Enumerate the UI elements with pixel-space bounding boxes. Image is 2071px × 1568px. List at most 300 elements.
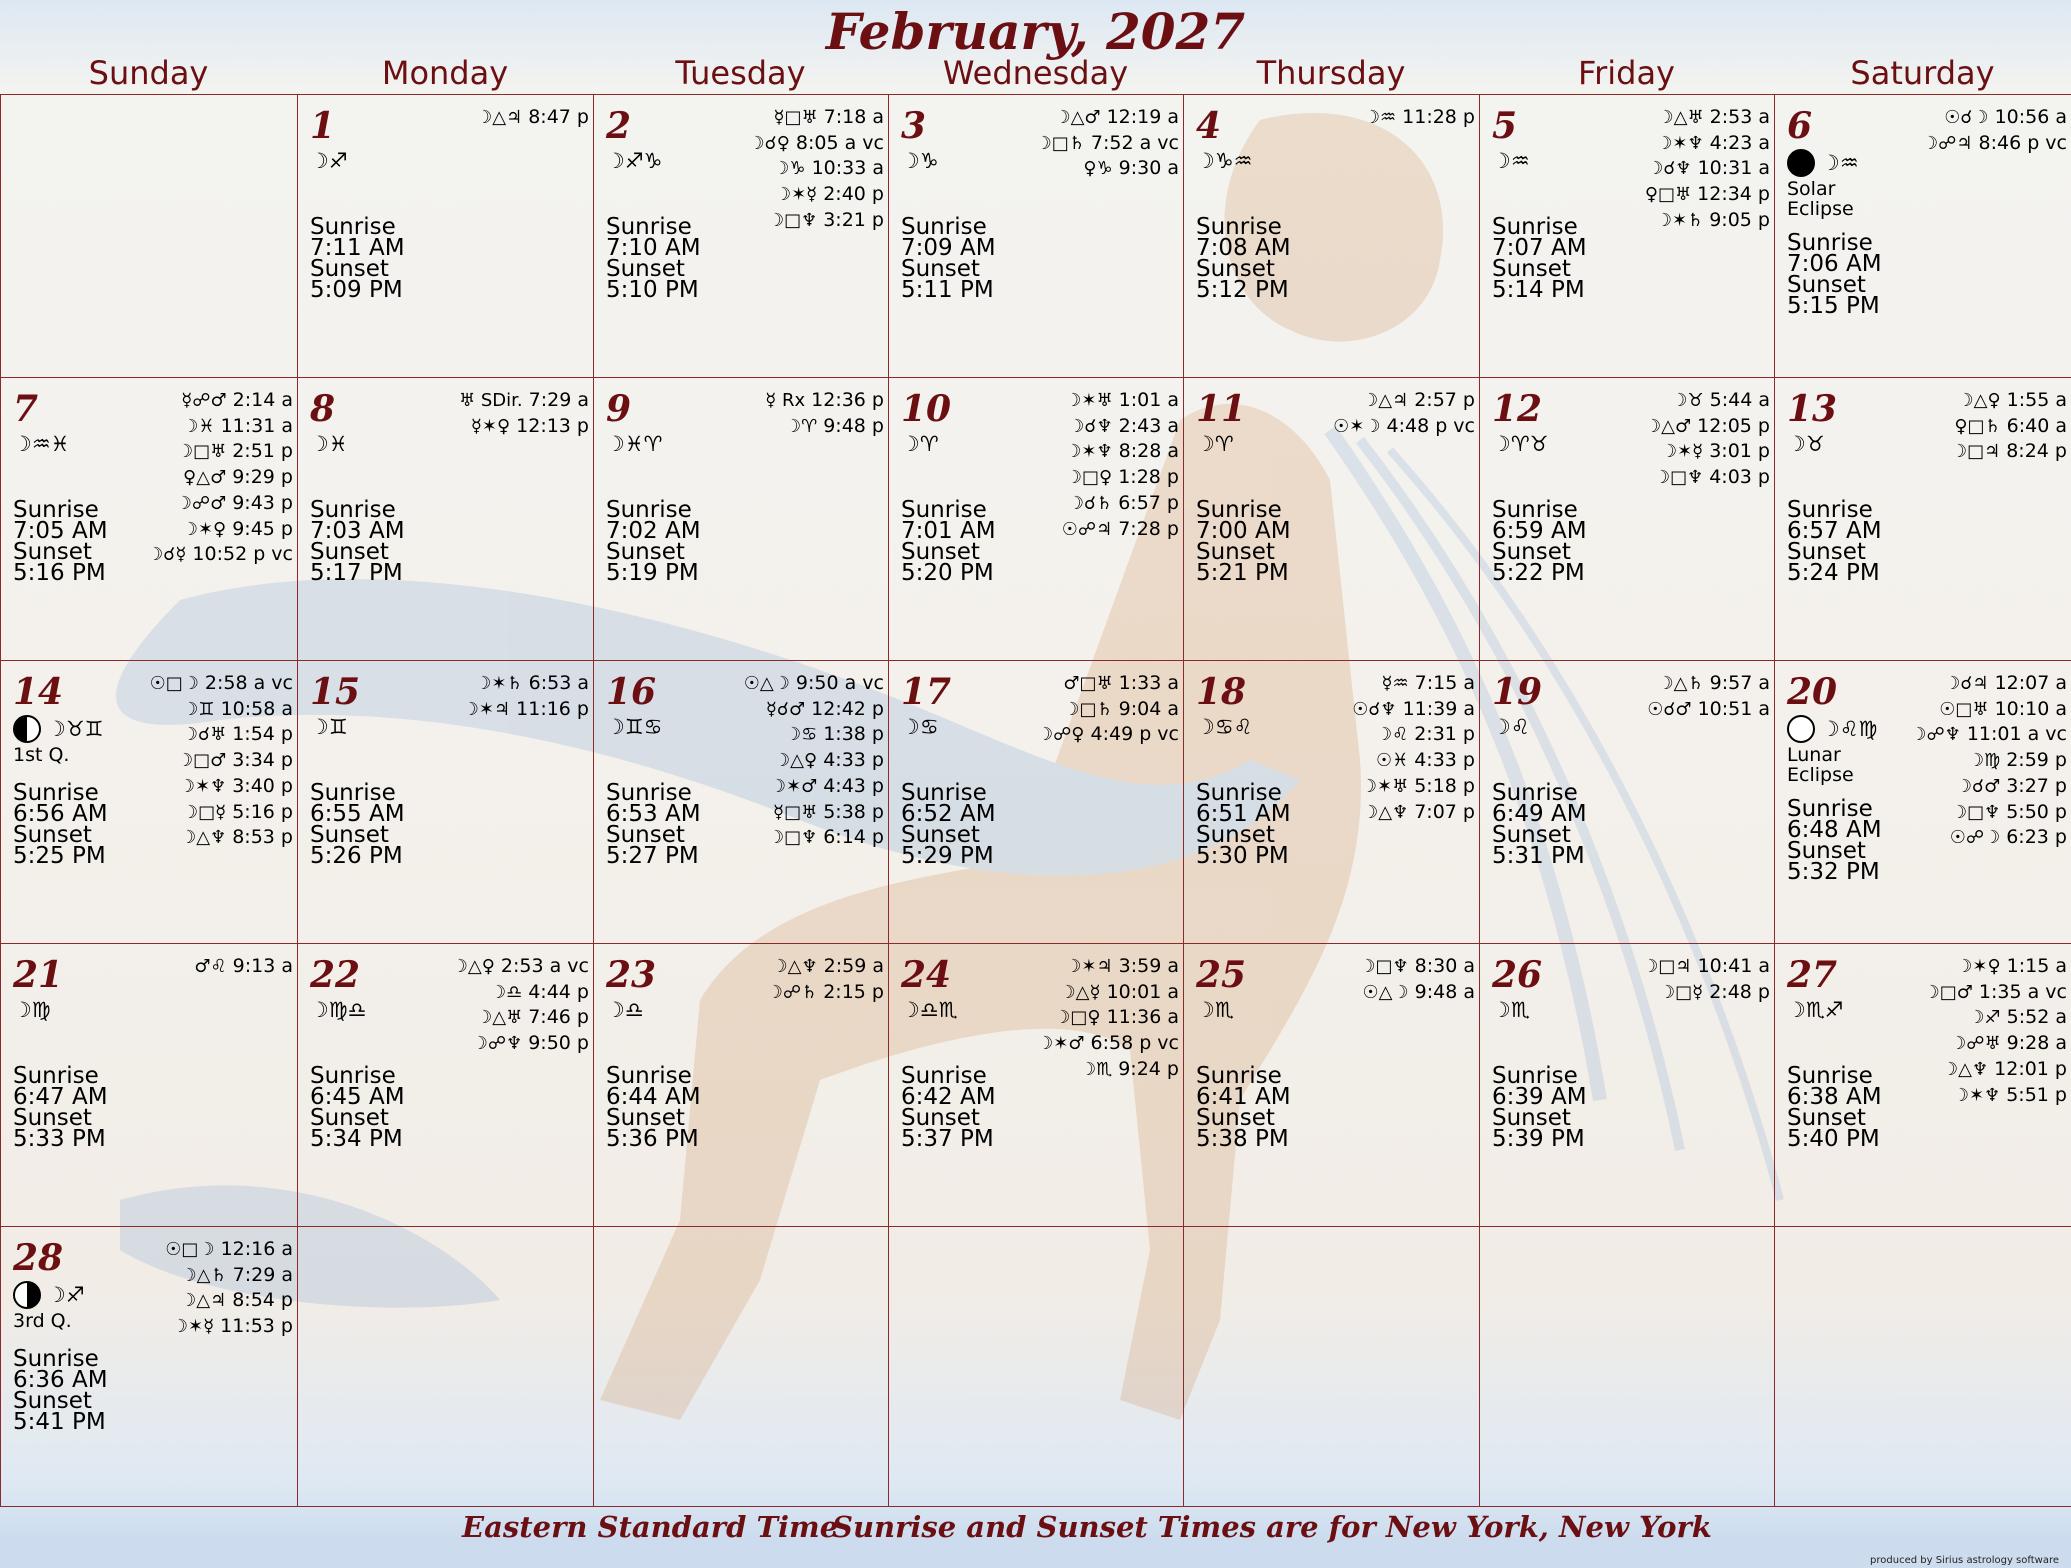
sun-times <box>1196 497 1291 586</box>
aspect-glyphs: ☽♋ <box>784 724 818 746</box>
aspect-glyphs: ☽✶♆ <box>1656 132 1704 154</box>
aspect-row <box>141 800 293 826</box>
sunrise-time: 7:00 AM <box>1196 518 1291 544</box>
aspect-time: 3:40 p <box>232 774 293 797</box>
aspect-glyphs: ☽☌♃ <box>1944 673 1989 694</box>
aspect-row <box>141 825 293 851</box>
aspect-glyphs: ☽△♆ <box>180 827 227 849</box>
sunrise-time: 7:01 AM <box>901 518 996 544</box>
day-cell[interactable] <box>1480 95 1775 378</box>
sunset-label: Sunset <box>1492 1105 1571 1131</box>
aspect-time: 4:33 p <box>823 749 884 772</box>
aspect-row <box>452 414 589 440</box>
day-cell[interactable] <box>594 95 889 378</box>
aspect-row <box>1633 105 1770 131</box>
aspect-row <box>759 954 884 980</box>
aspect-list <box>1339 671 1475 825</box>
sunrise-label: Sunrise <box>901 780 987 806</box>
sun-times <box>901 1063 996 1152</box>
sunrise-label: Sunrise <box>1492 780 1578 806</box>
aspect-time: 5:51 p <box>2006 1083 2067 1106</box>
moon-sign-glyphs <box>13 1281 85 1309</box>
day-cell[interactable] <box>1184 944 1480 1227</box>
sunrise-time: 6:57 AM <box>1787 518 1882 544</box>
aspect-row <box>1903 722 2067 748</box>
aspect-row <box>732 131 884 157</box>
aspect-time: 6:40 a <box>2006 414 2067 437</box>
aspect-glyphs: ☽☌♂ <box>1955 775 2001 797</box>
aspect-row <box>1339 800 1475 826</box>
aspect-row <box>1633 388 1770 414</box>
day-number: 26 <box>1492 954 1543 996</box>
aspect-glyphs: ☿ Rx <box>765 390 806 411</box>
aspect-glyphs: ☽✶♄ <box>475 673 523 694</box>
sunrise-label: Sunrise <box>901 1063 987 1089</box>
aspect-glyphs: ☽✶♂ <box>1037 1033 1085 1055</box>
aspect-glyphs: ☽□♃ <box>1642 956 1692 977</box>
sunset-label: Sunset <box>13 539 92 565</box>
sign-glyph-text: ☽♐♑ <box>606 149 663 173</box>
day-cell[interactable] <box>298 944 594 1227</box>
aspect-time: 11:28 p <box>1402 106 1475 128</box>
aspect-glyphs: ☽☍♃ <box>1921 132 1973 154</box>
aspect-time: 5:38 p <box>823 800 884 823</box>
sunset-time: 5:37 PM <box>901 1126 994 1152</box>
aspect-row <box>1903 697 2067 723</box>
day-number: 13 <box>1787 388 1838 430</box>
aspect-glyphs: ☽□♆ <box>1359 956 1409 977</box>
aspect-row <box>1915 1057 2067 1083</box>
aspect-time: 10:33 a <box>811 157 884 180</box>
aspect-glyphs: ☽✶♃ <box>462 698 511 720</box>
aspect-row <box>1942 388 2067 414</box>
day-cell[interactable] <box>1775 1227 2071 1507</box>
moon-sign-glyphs <box>901 715 939 739</box>
day-cell[interactable] <box>1775 378 2071 661</box>
day-cell[interactable] <box>1 944 298 1227</box>
aspect-glyphs: ☉✶☽ <box>1333 415 1381 437</box>
aspect-list <box>1634 954 1770 1005</box>
sunrise-time: 7:07 AM <box>1492 235 1587 261</box>
aspect-row <box>732 722 884 748</box>
sunrise-label: Sunrise <box>901 214 987 240</box>
sign-glyph-text: ☽♊ <box>310 715 348 739</box>
day-cell[interactable] <box>1480 1227 1775 1507</box>
sun-times <box>13 1346 108 1435</box>
aspect-glyphs: ☽□♂ <box>176 750 227 772</box>
aspect-time: 8:47 p <box>528 106 589 128</box>
sunrise-label: Sunrise <box>310 780 396 806</box>
aspect-glyphs: ☽△♆ <box>1942 1058 1989 1080</box>
aspect-row <box>141 671 293 697</box>
aspect-time: 9:57 a <box>1709 672 1770 694</box>
aspect-row <box>732 825 884 851</box>
aspect-glyphs: ♂□♅ <box>1063 673 1113 694</box>
aspect-time: 12:36 p <box>811 389 884 411</box>
day-number: 4 <box>1196 105 1222 147</box>
moon-sign-glyphs <box>1787 432 1825 456</box>
sign-glyph-text: ☽♏ <box>1196 998 1234 1022</box>
day-cell[interactable] <box>298 378 594 661</box>
timezone-note: Eastern Standard Time <box>462 1510 839 1544</box>
aspect-row <box>732 182 884 208</box>
moon-sign-glyphs <box>606 432 662 456</box>
day-number: 14 <box>13 671 64 713</box>
day-cell[interactable] <box>1 661 298 944</box>
moon-sign-glyphs <box>1492 432 1548 456</box>
day-number: 7 <box>13 388 39 430</box>
sunrise-time: 6:49 AM <box>1492 801 1587 827</box>
aspect-row <box>1351 980 1475 1006</box>
sunrise-label: Sunrise <box>1196 497 1282 523</box>
aspect-glyphs: ☉□☽ <box>149 673 199 694</box>
aspect-row <box>732 748 884 774</box>
aspect-time: 8:05 a vc <box>795 131 884 154</box>
aspect-glyphs: ☉□☽ <box>165 1239 215 1260</box>
aspect-time: 7:29 a <box>528 389 589 411</box>
aspect-glyphs: ☽☍♀ <box>1036 724 1085 746</box>
aspect-row <box>141 748 293 774</box>
aspect-row <box>1634 980 1770 1006</box>
aspect-list <box>1903 671 2067 851</box>
sun-times <box>1196 1063 1291 1152</box>
sunset-label: Sunset <box>13 1388 92 1414</box>
sign-glyph-text: ☽♎ <box>606 998 644 1022</box>
aspect-glyphs: ☽□♆ <box>1653 467 1704 489</box>
moon-sign-glyphs <box>1492 149 1530 173</box>
day-cell[interactable] <box>889 95 1184 378</box>
sunset-label: Sunset <box>1492 539 1571 565</box>
day-cell[interactable] <box>1184 661 1480 944</box>
sun-times <box>310 1063 405 1152</box>
sunrise-time: 7:05 AM <box>13 518 108 544</box>
sunrise-time: 6:45 AM <box>310 1084 405 1110</box>
aspect-time: 3:01 p <box>1709 440 1770 463</box>
aspect-glyphs: ☽♑ <box>773 158 806 180</box>
aspect-glyphs: ☽♒ <box>1363 107 1397 128</box>
sign-glyph-text: ☽♍ <box>13 998 51 1022</box>
day-cell[interactable] <box>594 1227 889 1507</box>
aspect-row <box>1338 105 1475 131</box>
aspect-list <box>141 671 293 851</box>
day-number: 5 <box>1492 105 1518 147</box>
aspect-glyphs: ☿♒ <box>1381 673 1409 694</box>
aspect-row <box>156 1237 293 1263</box>
sun-times <box>1787 1063 1882 1152</box>
aspect-time: 9:28 a <box>2006 1032 2067 1055</box>
aspect-glyphs: ☽✶♅ <box>1065 390 1113 411</box>
aspect-time: 2:31 p <box>1414 723 1475 746</box>
aspect-row <box>732 156 884 182</box>
aspect-glyphs: ☽✶♄ <box>1655 209 1704 231</box>
sunset-time: 5:34 PM <box>310 1126 403 1152</box>
aspect-glyphs: ☽☌♄ <box>1067 492 1113 514</box>
day-cell[interactable] <box>1480 378 1775 661</box>
day-cell[interactable] <box>1184 1227 1480 1507</box>
aspect-glyphs: ☽△♆ <box>1362 801 1409 823</box>
moon-sign-glyphs <box>1787 715 1877 743</box>
day-number: 17 <box>901 671 952 713</box>
sunset-label: Sunset <box>1196 822 1275 848</box>
sunset-time: 5:41 PM <box>13 1409 106 1435</box>
day-cell[interactable] <box>889 378 1184 661</box>
day-number: 1 <box>310 105 336 147</box>
aspect-time: 5:18 p <box>1414 774 1475 797</box>
aspect-glyphs: ☉☌♆ <box>1352 698 1397 720</box>
aspect-glyphs: ☉♓ <box>1375 750 1409 772</box>
sunset-time: 5:11 PM <box>901 277 994 303</box>
aspect-time: 8:54 p <box>232 1289 293 1312</box>
aspect-glyphs: ☽♏ <box>1079 1058 1113 1080</box>
sign-glyph-text: ☽♒ <box>1492 149 1530 173</box>
sunrise-label: Sunrise <box>1787 1063 1873 1089</box>
sunrise-time: 7:10 AM <box>606 235 701 261</box>
day-cell[interactable] <box>889 944 1184 1227</box>
aspect-list <box>1633 388 1770 491</box>
day-cell[interactable] <box>298 661 594 944</box>
moon-sign-glyphs <box>901 998 957 1022</box>
sun-times <box>13 780 108 869</box>
sign-glyph-text: ☽♑ <box>901 149 939 173</box>
footer <box>0 1508 2071 1548</box>
aspect-row <box>464 105 589 131</box>
aspect-glyphs: ☿□♅ <box>773 107 818 128</box>
aspect-time: 9:43 p <box>232 491 293 514</box>
aspect-glyphs: ☽♎ <box>489 981 523 1003</box>
aspect-time: 2:40 p <box>823 183 884 206</box>
aspect-glyphs: ☽✶♆ <box>1065 441 1113 463</box>
sunrise-time: 7:11 AM <box>310 235 405 261</box>
aspect-list <box>1915 105 2068 156</box>
third-moon-icon <box>13 1281 41 1309</box>
aspect-time: 8:46 p vc <box>1978 131 2067 154</box>
aspect-time: 11:01 a vc <box>1966 723 2067 746</box>
sunset-label: Sunset <box>310 539 389 565</box>
aspect-glyphs: ☽△♄ <box>180 1264 227 1286</box>
aspect-list <box>1027 105 1179 182</box>
day-cell[interactable] <box>594 944 889 1227</box>
sunset-label: Sunset <box>901 822 980 848</box>
day-cell[interactable] <box>889 1227 1184 1507</box>
aspect-time: 1:35 a vc <box>1978 980 2067 1003</box>
aspect-time: 8:28 a <box>1118 440 1179 463</box>
moon-sign-glyphs <box>606 998 644 1022</box>
aspect-time: 12:07 a <box>1994 672 2067 694</box>
day-cell[interactable] <box>1775 95 2071 378</box>
aspect-glyphs: ☽□♄ <box>1063 698 1113 720</box>
aspect-row <box>1915 105 2068 131</box>
aspect-row <box>1323 388 1476 414</box>
aspect-glyphs: ☽□♀ <box>1065 467 1113 489</box>
sunset-time: 5:14 PM <box>1492 277 1585 303</box>
aspect-glyphs: ☽△♀ <box>451 956 495 977</box>
aspect-glyphs: ☽✶♆ <box>178 775 227 797</box>
aspect-glyphs: ☽☌♀ <box>748 132 790 154</box>
aspect-glyphs: ☽□♆ <box>1950 801 2001 823</box>
aspect-glyphs: ☽♈ <box>784 415 818 437</box>
day-cell[interactable] <box>1184 378 1480 661</box>
aspect-glyphs: ☽△♀ <box>774 750 818 772</box>
weekday-header: Wednesday <box>942 54 1129 92</box>
sign-glyph-text: ☽♉♊ <box>47 717 104 741</box>
aspect-glyphs: ☽☌♅ <box>181 724 227 746</box>
moon-sign-glyphs <box>606 715 662 739</box>
sunrise-label: Sunrise <box>13 1346 99 1372</box>
day-number: 6 <box>1787 105 1813 147</box>
aspect-time: 9:50 a vc <box>795 672 884 694</box>
aspect-glyphs: ☽♊ <box>182 698 215 720</box>
aspect-row <box>1351 954 1475 980</box>
sun-times <box>1787 230 1882 319</box>
day-number: 21 <box>13 954 64 996</box>
aspect-glyphs: ☽□♅ <box>176 441 227 463</box>
aspect-row <box>141 774 293 800</box>
aspect-glyphs: ☽☍♆ <box>1910 724 1961 746</box>
sun-times <box>606 1063 701 1152</box>
aspect-glyphs: ♀□♄ <box>1954 415 2001 437</box>
phase-line: Eclipse <box>1787 764 1854 786</box>
sun-times <box>606 214 701 303</box>
aspect-glyphs: ☉△☽ <box>743 673 790 694</box>
aspect-time: 3:27 p <box>2006 774 2067 797</box>
aspect-time: 3:21 p <box>823 208 884 231</box>
aspect-row <box>1915 1005 2067 1031</box>
sunset-time: 5:36 PM <box>606 1126 699 1152</box>
aspect-time: 2:58 a vc <box>204 672 293 694</box>
aspect-glyphs: ☿☌♂ <box>765 698 806 720</box>
aspect-time: 1:38 p <box>823 723 884 746</box>
aspect-row <box>1054 414 1179 440</box>
day-cell[interactable] <box>1480 944 1775 1227</box>
day-cell[interactable] <box>1 95 298 378</box>
aspect-row <box>1027 1031 1180 1057</box>
aspect-row <box>1027 1005 1180 1031</box>
day-number: 15 <box>310 671 361 713</box>
aspect-time: 12:13 p <box>516 414 589 437</box>
aspect-row <box>1323 414 1476 440</box>
moon-sign-glyphs <box>13 998 51 1022</box>
day-cell[interactable] <box>1480 661 1775 944</box>
moon-sign-glyphs <box>1196 715 1252 739</box>
moon-phase-label <box>13 1311 72 1331</box>
aspect-row <box>1633 465 1770 491</box>
sun-times <box>901 780 996 869</box>
aspect-time: 10:31 a <box>1697 157 1770 180</box>
aspect-time: 4:43 p <box>823 774 884 797</box>
moon-sign-glyphs <box>1787 149 1859 177</box>
sunset-label: Sunset <box>1787 1105 1866 1131</box>
day-number: 23 <box>606 954 657 996</box>
aspect-row <box>732 671 884 697</box>
day-cell[interactable] <box>889 661 1184 944</box>
aspect-row <box>1903 774 2067 800</box>
aspect-row <box>437 1005 589 1031</box>
sunrise-time: 6:51 AM <box>1196 801 1291 827</box>
day-cell[interactable] <box>1 378 298 661</box>
sign-glyph-text: ☽♈ <box>1196 432 1234 456</box>
aspect-time: 4:03 p <box>1709 466 1770 489</box>
moon-sign-glyphs <box>310 149 348 173</box>
moon-sign-glyphs <box>1196 149 1252 173</box>
aspect-row <box>1942 439 2067 465</box>
aspect-time: 10:41 a <box>1697 955 1770 977</box>
aspect-time: 2:15 p <box>823 980 884 1003</box>
sunset-time: 5:29 PM <box>901 843 994 869</box>
aspect-glyphs: ☽♐ <box>1968 1007 2001 1029</box>
sunset-time: 5:22 PM <box>1492 560 1585 586</box>
aspect-glyphs: ☽△♂ <box>1645 415 1692 437</box>
aspect-time: 9:30 a <box>1118 157 1179 180</box>
day-cell[interactable] <box>594 378 889 661</box>
aspect-time: 8:53 p <box>232 826 293 849</box>
aspect-row <box>732 105 884 131</box>
day-cell[interactable] <box>1 1227 298 1507</box>
aspect-row <box>1054 465 1179 491</box>
sunset-label: Sunset <box>606 539 685 565</box>
day-number: 16 <box>606 671 657 713</box>
sign-glyph-text: ☽♒ <box>1821 151 1859 175</box>
day-cell[interactable] <box>1775 661 2071 944</box>
aspect-time: 11:31 a <box>220 414 293 437</box>
aspect-glyphs: ☽☌♆ <box>1068 415 1113 437</box>
day-number: 22 <box>310 954 361 996</box>
aspect-row <box>452 388 589 414</box>
aspect-time: 2:14 a <box>232 389 293 411</box>
aspect-time: 12:05 p <box>1697 414 1770 437</box>
aspect-list <box>1942 388 2067 465</box>
aspect-glyphs: ☽✶♃ <box>1065 956 1113 977</box>
sign-glyph-text: ☽♓♈ <box>606 432 663 456</box>
aspect-time: 10:51 a <box>1697 697 1770 720</box>
aspect-time: 7:15 a <box>1414 672 1475 694</box>
sun-times <box>310 780 405 869</box>
phase-line: 3rd Q. <box>13 1310 72 1332</box>
aspect-list <box>1634 671 1770 722</box>
sunset-label: Sunset <box>1787 838 1866 864</box>
moon-sign-glyphs <box>1492 715 1530 739</box>
aspect-glyphs: ♀□♅ <box>1644 184 1692 206</box>
aspect-row <box>1027 671 1180 697</box>
aspect-glyphs: ☽☍♂ <box>175 492 227 514</box>
sunrise-label: Sunrise <box>1492 214 1578 240</box>
day-number: 18 <box>1196 671 1247 713</box>
aspect-time: 10:56 a <box>1994 106 2067 128</box>
aspect-glyphs: ☽☍♄ <box>766 981 818 1003</box>
day-cell[interactable] <box>1775 944 2071 1227</box>
aspect-glyphs: ☽☌☿ <box>147 544 187 566</box>
aspect-time: 1:33 a <box>1118 672 1179 694</box>
aspect-row <box>437 980 589 1006</box>
aspect-time: 11:53 p <box>220 1315 293 1338</box>
aspect-row <box>1339 722 1475 748</box>
sunrise-label: Sunrise <box>606 497 692 523</box>
weekday-header: Saturday <box>1850 54 1995 92</box>
day-cell[interactable] <box>298 1227 594 1507</box>
aspect-time: 10:10 a <box>1994 697 2067 720</box>
aspect-time: 9:48 a <box>1414 980 1475 1003</box>
aspect-glyphs: ☽□♃ <box>1950 441 2001 463</box>
sunrise-time: 7:02 AM <box>606 518 701 544</box>
sunset-time: 5:27 PM <box>606 843 699 869</box>
aspect-time: 7:52 a vc <box>1090 131 1179 154</box>
aspect-glyphs: ♂♌ <box>194 956 227 977</box>
day-cell[interactable] <box>298 95 594 378</box>
weekday-header: Sunday <box>88 54 209 92</box>
sunrise-label: Sunrise <box>1492 497 1578 523</box>
day-cell[interactable] <box>594 661 889 944</box>
sign-glyph-text: ☽♏♐ <box>1787 998 1844 1022</box>
day-cell[interactable] <box>1184 95 1480 378</box>
